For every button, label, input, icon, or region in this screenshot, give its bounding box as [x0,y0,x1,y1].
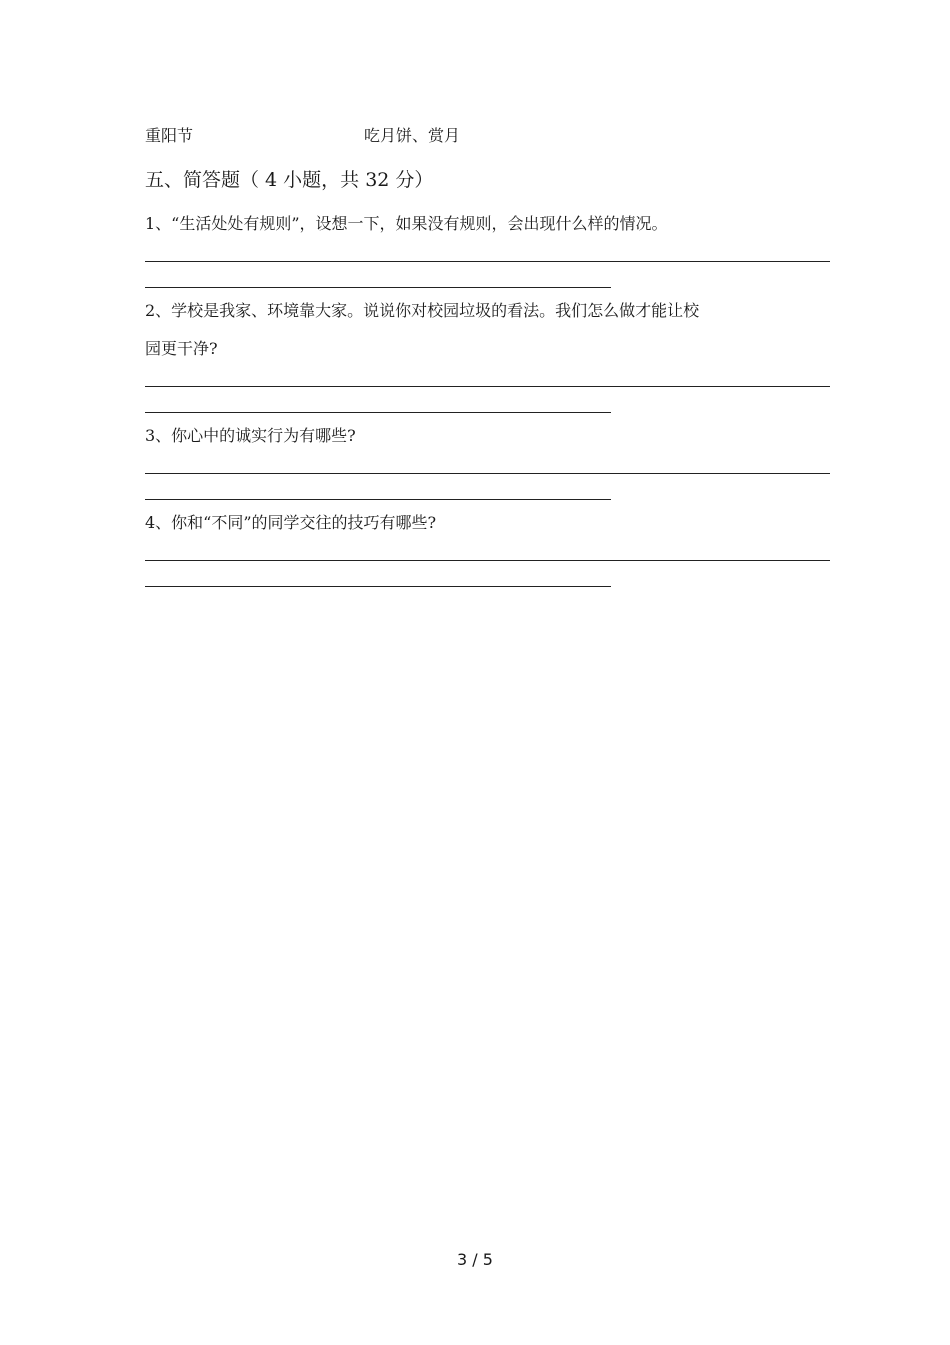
question-1-text: 1、“生活处处有规则”，设想一下，如果没有规则，会出现什么样的情况。 [145,214,668,233]
festival-label: 重阳节 [145,126,194,145]
question-3-text: 3、你心中的诚实行为有哪些? [145,426,356,445]
answer-line-2b [145,412,611,413]
question-4-text: 4、你和“不同”的同学交往的技巧有哪些? [145,513,437,532]
festival-custom: 吃月饼、赏月 [364,126,461,145]
answer-line-4a [145,560,830,561]
answer-line-3a [145,473,830,474]
answer-line-4b [145,586,611,587]
answer-line-3b [145,499,611,500]
answer-line-2a [145,386,830,387]
question-2-text-line2: 园更干净? [145,339,218,358]
answer-line-1b [145,287,611,288]
section-title: 五、简答题（ 4 小题，共 32 分） [145,169,434,191]
question-2-text-line1: 2、学校是我家、环境靠大家。说说你对校园垃圾的看法。我们怎么做才能让校 [145,301,700,320]
page-number: 3 / 5 [457,1250,493,1269]
answer-line-1a [145,261,830,262]
